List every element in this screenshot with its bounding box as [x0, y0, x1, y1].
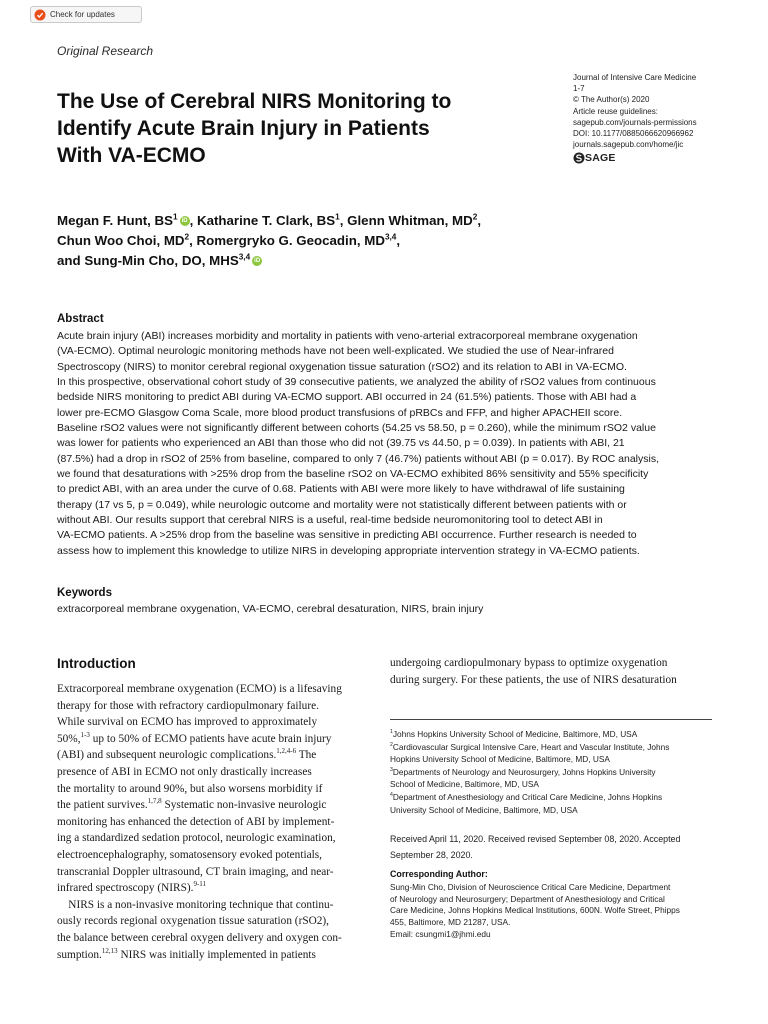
journal-name: Journal of Intensive Care Medicine — [573, 73, 697, 82]
affiliation-marker: 1 — [172, 212, 178, 222]
footnote-line — [390, 766, 720, 778]
author-list — [57, 211, 657, 271]
footnote-line — [390, 741, 720, 753]
corresponding-line: Sung-Min Cho, Division of Neuroscience Critical Care Medicine, Department — [390, 882, 671, 892]
abstract-line: to predict ABI, with an area under the curve of 0.68. Patients with ABI were more likely to have withdrawal of life sustaining — [57, 483, 625, 496]
body-text: The — [296, 749, 317, 762]
body-text: infrared spectroscopy (NIRS). — [57, 882, 194, 895]
affiliation-footnote — [390, 791, 720, 815]
footnote-text: Departments of Neurology and Neurosurgery, Johns Hopkins University — [392, 767, 656, 778]
affiliation-footnote — [390, 766, 720, 790]
introduction-left-column — [57, 681, 379, 963]
author-name[interactable]: , Glenn Whitman, MD — [339, 213, 473, 228]
abstract-line: was lower for patients who experienced an ABI than those who did not (39.75 vs 44.50, p = 0.039). In patients with ABI, 21 — [57, 437, 625, 450]
abstract-line: assess how to implement this knowledge to utilize NIRS in developing appropriate intervention strategy in VA-ECMO patients. — [57, 544, 640, 557]
body-text: the balance between cerebral oxygen delivery and oxygen con- — [57, 931, 342, 944]
body-text: sumption. — [57, 948, 102, 961]
footnote-number: 2 — [390, 742, 393, 749]
body-text-line: during surgery. For these patients, the use of NIRS desaturation — [390, 673, 677, 686]
body-text: NIRS was initially implemented in patients — [117, 948, 316, 961]
corresponding-line: of Neurology and Neurosurgery; Department of Anesthesiology and Critical — [390, 893, 665, 904]
affiliation-marker: 3,4 — [384, 232, 397, 242]
corresponding-line: Care Medicine, Johns Hopkins Medical Institutions, 600N. Wolfe Street, Phipps — [390, 905, 680, 916]
abstract-line: without ABI. Our results support that cerebral NIRS is a useful, real-time bedside neuromonitoring tool to detect ABI in — [57, 514, 603, 527]
body-text-line — [57, 681, 379, 698]
orcid-icon[interactable] — [180, 216, 190, 226]
body-text-line — [57, 814, 379, 831]
received-dates — [390, 831, 720, 863]
body-text-line — [57, 698, 379, 715]
footnote-divider — [390, 719, 712, 720]
citation-link[interactable]: 1,2,4-6 — [276, 747, 297, 756]
body-text-line — [57, 781, 379, 798]
abstract-line: VA-ECMO patients. A >25% drop from the baseline was sensitive in predicting ABI occurrence. Further research is needed to — [57, 529, 637, 542]
affiliation-marker: 3,4 — [238, 252, 251, 262]
abstract-line: bedside NIRS monitoring to predict ABI during VA-ECMO support. ABI occurred in 24 (61.5%) patients. Those with ABI had a — [57, 391, 637, 404]
body-text: While survival on ECMO has improved to approximately — [57, 716, 318, 729]
title-line: The Use of Cerebral NIRS Monitoring to — [57, 90, 452, 113]
body-text: up to 50% of ECMO patients have acute brain injury — [89, 732, 332, 745]
footnote-text: Department of Anesthesiology and Critical Care Medicine, Johns Hopkins — [392, 792, 663, 803]
body-text: the patient survives. — [57, 799, 148, 812]
citation-link[interactable]: 1-3 — [80, 731, 90, 740]
footnote-line — [390, 728, 720, 740]
abstract-line: In this prospective, observational cohort study of 39 consecutive patients, we analyzed the ability of rSO2 values from continuous — [57, 376, 656, 389]
check-for-updates-label: Check for updates — [50, 10, 115, 19]
journal-reuse: Article reuse guidelines: — [573, 106, 658, 116]
footnote-text: Hopkins University School of Medicine, Baltimore, MD, USA — [390, 754, 610, 765]
affiliation-marker: 1 — [335, 212, 340, 222]
author-name[interactable]: , Katharine T. Clark, BS — [189, 213, 336, 228]
journal-info — [573, 72, 753, 164]
author-line — [57, 231, 657, 251]
received-line: Received April 11, 2020. Received revised September 08, 2020. Accepted — [390, 834, 681, 844]
body-text-line — [57, 797, 379, 814]
footnote-text: Cardiovascular Surgical Intensive Care, Heart and Vascular Institute, Johns — [392, 742, 670, 753]
author-line — [57, 251, 657, 271]
check-for-updates-button[interactable] — [30, 6, 142, 23]
footnote-number: 4 — [390, 792, 393, 799]
section-label: Original Research — [57, 44, 154, 58]
affiliation-footnote — [390, 741, 720, 765]
body-text-line: undergoing cardiopulmonary bypass to optimize oxygenation — [390, 657, 668, 669]
body-text-line — [57, 864, 379, 881]
journal-copyright: © The Author(s) 2020 — [573, 95, 650, 105]
body-text-line — [57, 897, 379, 914]
introduction-heading: Introduction — [57, 656, 136, 671]
footnote-text: Johns Hopkins University School of Medicine, Baltimore, MD, USA — [392, 729, 638, 739]
body-text: ously records regional oxygenation tissue saturation (rSO2), — [57, 915, 330, 928]
author-name[interactable]: Chun Woo Choi, MD — [57, 233, 185, 248]
body-text: Extracorporeal membrane oxygenation (ECMO) is a lifesaving — [57, 683, 342, 695]
author-name[interactable]: , Romergryko G. Geocadin, MD — [189, 233, 385, 248]
body-text-line — [57, 930, 379, 947]
affiliation-footnote — [390, 728, 720, 740]
body-text-line — [57, 830, 379, 847]
body-text-line — [57, 731, 379, 748]
abstract-line: (87.5%) had a drop in rSO2 of 25% from baseline, compared to only 7 (46.7%) patients without ABI (p = 0.017). By ROC analysis, — [57, 452, 660, 465]
affiliation-footnotes — [390, 728, 720, 817]
footnote-number: 3 — [390, 767, 393, 774]
body-text: 50%, — [57, 732, 81, 745]
author-name[interactable]: and Sung-Min Cho, DO, MHS — [57, 253, 239, 268]
journal-pages: 1-7 — [573, 84, 585, 94]
author-separator: , — [477, 213, 482, 228]
sage-logo — [573, 152, 753, 164]
body-text-line — [57, 847, 379, 864]
body-text: (ABI) and subsequent neurologic complications. — [57, 749, 277, 762]
sage-logo-icon — [573, 152, 585, 164]
affiliation-marker: 2 — [184, 232, 190, 242]
permissions-link[interactable]: sagepub.com/journals-permissions — [573, 117, 697, 127]
body-text-line — [57, 764, 379, 781]
body-text: electroencephalography, somatosensory evoked potentials, — [57, 848, 322, 861]
body-text: NIRS is a non-invasive monitoring technique that continu- — [57, 898, 334, 911]
abstract-heading: Abstract — [57, 313, 104, 325]
footnote-line — [390, 778, 720, 790]
body-text: ing a standardized sedation protocol, neurologic examination, — [57, 832, 336, 845]
body-text: the mortality to around 90%, but also worsens morbidity if — [57, 782, 323, 795]
doi[interactable]: DOI: 10.1177/0885066620966962 — [573, 129, 694, 139]
abstract-body — [57, 329, 713, 559]
body-text-line — [57, 714, 379, 731]
corresponding-line: 455, Baltimore, MD 21287, USA. — [390, 917, 511, 928]
author-line — [57, 211, 657, 231]
introduction-right-column — [390, 655, 712, 688]
body-text: Systematic non-invasive neurologic — [161, 799, 327, 812]
body-text: monitoring has enhanced the detection of ABI by implement- — [57, 815, 335, 828]
keywords-heading: Keywords — [57, 587, 112, 599]
footnote-number: 1 — [390, 729, 393, 736]
orcid-icon[interactable] — [252, 256, 262, 266]
corresponding-author-heading: Corresponding Author: — [390, 869, 488, 879]
abstract-line: Acute brain injury (ABI) increases morbidity and mortality in patients with veno-arterial extracorporeal membrane oxygenation — [57, 330, 638, 342]
received-line: September 28, 2020. — [390, 850, 473, 860]
title-line: Identify Acute Brain Injury in Patients — [57, 117, 430, 140]
publisher-name: SAGE — [585, 151, 616, 164]
corresponding-author-body — [390, 882, 720, 941]
corresponding-email[interactable]: Email: csungmi1@jhmi.edu — [390, 928, 491, 939]
body-text-line — [57, 880, 379, 897]
citation-link[interactable]: 1,7,8 — [147, 797, 162, 806]
title-line: With VA-ECMO — [57, 144, 206, 167]
footnote-text: University School of Medicine, Baltimore, MD, USA — [390, 804, 578, 815]
author-separator: , — [396, 233, 401, 248]
journal-home-link[interactable]: journals.sagepub.com/home/jic — [573, 140, 684, 150]
abstract-line: lower pre-ECMO Glasgow Coma Scale, more blood product transfusions of pRBCs and FFP, and higher APACHEII score. — [57, 406, 623, 419]
footnote-text: School of Medicine, Baltimore, MD, USA — [390, 779, 539, 790]
keywords-text: extracorporeal membrane oxygenation, VA-ECMO, cerebral desaturation, NIRS, brain injury — [57, 603, 484, 615]
body-text: therapy for those with refractory cardiopulmonary failure. — [57, 699, 319, 712]
author-name[interactable]: Megan F. Hunt, BS — [57, 213, 173, 228]
body-text-line — [57, 747, 379, 764]
abstract-line: (VA-ECMO). Optimal neurologic monitoring methods have not been well-explicated. We studied the use of Near-infrared — [57, 345, 614, 358]
abstract-line: Spectroscopy (NIRS) to monitor cerebral regional oxygenation tissue saturation (rSO2) and its relation to ABI in VA-ECMO. — [57, 360, 627, 373]
affiliation-marker: 2 — [472, 212, 478, 222]
footnote-line — [390, 804, 720, 816]
body-text: presence of ABI in ECMO not only drastically increases — [57, 765, 312, 778]
check-updates-icon — [34, 9, 46, 21]
body-text: transcranial Doppler ultrasound, CT brain imaging, and near- — [57, 865, 334, 878]
article-title — [57, 88, 527, 169]
abstract-line: we found that desaturations with >25% drop from the baseline rSO2 on VA-ECMO exhibited 86% sensitivity and 55% specificity — [57, 468, 649, 481]
abstract-line: Baseline rSO2 values were not significantly different between cohorts (54.25 vs 58.50, p = 0.260), while the minimum rSO2 value — [57, 422, 656, 435]
footnote-line — [390, 753, 720, 765]
footnote-line — [390, 791, 720, 803]
body-text-line — [57, 947, 379, 964]
citation-link[interactable]: 9-11 — [193, 880, 207, 889]
citation-link[interactable]: 12,13 — [101, 946, 118, 955]
body-text-line — [57, 913, 379, 930]
abstract-line: therapy (17 vs 5, p = 0.049), while neurologic outcome and mortality were not statistically different between patients with or — [57, 498, 627, 511]
